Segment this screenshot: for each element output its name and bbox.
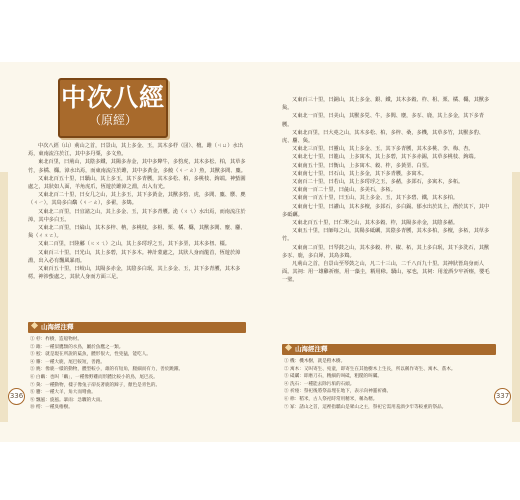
page-number-label: 336	[8, 388, 25, 405]
right-notes-header	[282, 344, 496, 355]
chapter-subtitle: （原經）	[88, 113, 137, 127]
left-body-text	[28, 142, 246, 281]
paragraph: 又東北百五十里，曰驕山，其上多玉，其下多青雘，其木多松、柏，多桃枝、鉤端。神䖪圍處之，其狀如人面，羊角虎爪，恆遊於雎漳之淵，出入有光。	[28, 175, 246, 191]
note-item: ② 雎：一種似鷹類的水鳥，屬於魚鷹之一類。	[30, 344, 124, 350]
note-item: ② 寓木：又叫寄生、宛童，即寄生在其他樹木上生長，所以稱作寄生、寓木、蔦木。	[284, 366, 456, 372]
note-item: ④ 麖：一種大鹿，尾巴較短，善跑。	[30, 359, 105, 365]
right-body-text	[282, 96, 494, 285]
paragraph: 中次八經（山）荊山之首，曰景山，其上多金、玉，其木多杼（㘝）、檀。雎（ㄐㄩ）水出焉，東南流注於江，其中多丹粟，多文魚。	[28, 143, 243, 158]
note-item: ⑤ 祈瘞：祭祀後將祭品埋在地下，表示向神靈祈禱。	[284, 389, 392, 395]
diamond-icon	[285, 344, 292, 351]
paragraph: 又東百三十里，曰光山，其上多碧，其下多木。神計蒙處之，其狀人身而龍首，恆遊於漳淵，出入必有飄風暴雨。	[28, 249, 241, 264]
note-item: ⑧ 麢：一種大羊，角大而彎曲。	[30, 390, 96, 396]
paragraph: 又東北百五十里，曰仁舉之山，其木多穀、柞，其陽多赤金，其陰多赭。	[292, 220, 459, 227]
paragraph: 又東北一百里，曰美山，其獸多兕、牛，多閭、麈，多豕、鹿，其上多金，其下多青雘。	[282, 113, 484, 128]
paragraph: 又東百五十里，曰岐山，其陽多赤金，其陰多白珉，其上多金、玉，其下多青雘，其木多樗。神涉䖪處之，其狀人身而方面三足。	[28, 266, 241, 281]
paragraph: 又東北百里，曰大堯之山，其木多松、柏，多梓、桑，多機，其草多竹，其獸多豹、虎、麢、㚟。	[282, 129, 484, 145]
note-item: ③ 鮫：就是現在所說的鯊魚，體形很大，性兇猛，能吃人。	[30, 352, 151, 358]
paragraph: 又東北二百里，曰宜諸之山，其上多金、玉，其下多青雘。洈（ㄨㄟ）水出焉，而南流注於漳，其中多白玉。	[28, 208, 246, 223]
paragraph: 又東南一百五十里，曰玉山，其上多金、玉，其下多碧、鐵，其木多柏。	[292, 195, 459, 202]
page-number-label: 337	[494, 388, 511, 405]
note-item: ⑩ 樗：一種臭椿樹。	[30, 405, 73, 411]
paragraph: 又東南五十里，曰衡山，上多寓木、穀、柞，多黃堊、白堊。	[292, 162, 433, 169]
notes-header-label: 山海經注釋	[295, 345, 328, 353]
note-item: ① 機：機木樹，就是榿木樹。	[284, 359, 346, 364]
paragraph: 又東北三百里，曰靈山，其上多金、玉，其下多青雘，其木多桃、李、梅、杏。	[292, 146, 474, 153]
note-item: ⑤ 麂：像鹿一樣的動物，體型較小，雄的有短角，腿細而有力，善於跳躍。	[30, 367, 184, 373]
right-notes-list	[284, 358, 492, 411]
note-item: ⑨ 飄風：旋風。暴雨：急驟的大雨。	[30, 397, 105, 403]
paragraph: 又東百三十里，曰銅山，其上多金、銀、鐵，其木多穀、柞、柤、栗、橘、櫾，其獸多㚟。	[282, 97, 490, 112]
right-page-decoration	[512, 172, 520, 422]
paragraph: 又東北百二十里，曰女几之山，其上多玉，其下多黃金，其獸多豹、虎，多閭、麋、麖、麂（ㄐㄧ），其鳥多白鷸（ㄐㄧㄠ），多翟，多鴆。	[28, 192, 246, 207]
chapter-title-box	[58, 78, 168, 138]
paragraph: 又東南一百二十里，曰彘山，多美石，多柘。	[292, 187, 396, 194]
left-page-number	[8, 388, 25, 405]
note-item: ⑥ 白鷸：也叫「鷸」，一種像野雞而形體比較小的鳥，尾巴長。	[30, 374, 158, 380]
paragraph: 又東二百里，曰陸䣙（ㄍㄨㄟ）之山，其上多㻬琈之玉，其下多堊，其木多杻、橿。	[38, 241, 230, 248]
note-item: ⑦ 冢：諸山之首，這裡指驕山是眾山之主，祭祀它需用羞酒少牢等較重的祭品。	[284, 404, 447, 410]
paragraph: 又東北七十里，曰龍山，上多寓木，其上多碧，其下多赤錫，其草多桃枝、鉤端。	[292, 154, 479, 161]
left-notes-list	[30, 336, 242, 412]
left-notes-header	[28, 322, 246, 333]
note-item: ⑥ 稌：稻米，古人祭祀時常用精米，稱為糈。	[284, 396, 378, 402]
paragraph: 又南百二十里，曰若山，其上多㻬琈之玉，多赭，多邽石，多寓木，多柘。	[292, 179, 464, 186]
paragraph: 東北百里，曰荊山，其陰多鐵，其陽多赤金，其中多犛牛，多豹虎，其木多松、柏，其草多竹，多橘、櫾。漳水出焉，而東南流注於雎，其中多黃金，多鮫（ㄐㄧㄠ）魚，其獸多閭、麋。	[28, 159, 246, 174]
note-item: ③ 砥礪：即磨刀石，精細的叫砥，粗糙的叫礪。	[284, 374, 382, 380]
left-page-decoration	[0, 172, 8, 422]
paragraph: 又東南七十里，曰讙山，其木多檀，多邽石，多白錫。郁水出於其上，潛於其下，其中多砥礪。	[282, 203, 490, 218]
notes-header-label: 山海經注釋	[41, 323, 74, 331]
note-item: ⑦ 㚟：一種動物，樣子像兔子卻長著鹿的蹄子，顏色是青色的。	[30, 382, 161, 388]
note-item: ④ 洗石：一種能去除污垢的石頭。	[284, 381, 355, 387]
chapter-title: 中次八經	[60, 83, 165, 112]
note-item: ① 杼：柞樹，造船物材。	[30, 337, 82, 342]
diamond-icon	[31, 322, 38, 329]
paragraph: 又東南七十里，曰石山，其上多金，其下多青雘，多寓木。	[292, 170, 427, 177]
paragraph: 又東北二百里，曰綸山，其木多梓、柟，多桃枝，多柤、栗、橘、櫾，其獸多閭、麈、麢、㚟（ㄔㄨㄛ）。	[28, 225, 246, 240]
paragraph: 凡荊山之首，自景山至琴鼓之山，凡二十三山，二千八百九十里。其神狀皆鳥身而人面。其祠：用一雄雞祈瘞，用一藻圭，糈用稌。驕山，冢也，其祠：用羞酒少牢祈瘞，嬰毛一璧。	[282, 261, 490, 284]
paragraph: 又東五十里，曰師每之山，其陽多砥礪，其陰多青雘，其木多柏，多檀，多柘，其草多竹。	[282, 228, 490, 243]
paragraph: 又東南二百里，曰琴鼓之山，其木多穀、柞、椒、柘，其上多白珉，其下多洗石，其獸多豕、鹿，多白犀，其鳥多鴆。	[282, 244, 490, 259]
right-page-number	[494, 388, 511, 405]
